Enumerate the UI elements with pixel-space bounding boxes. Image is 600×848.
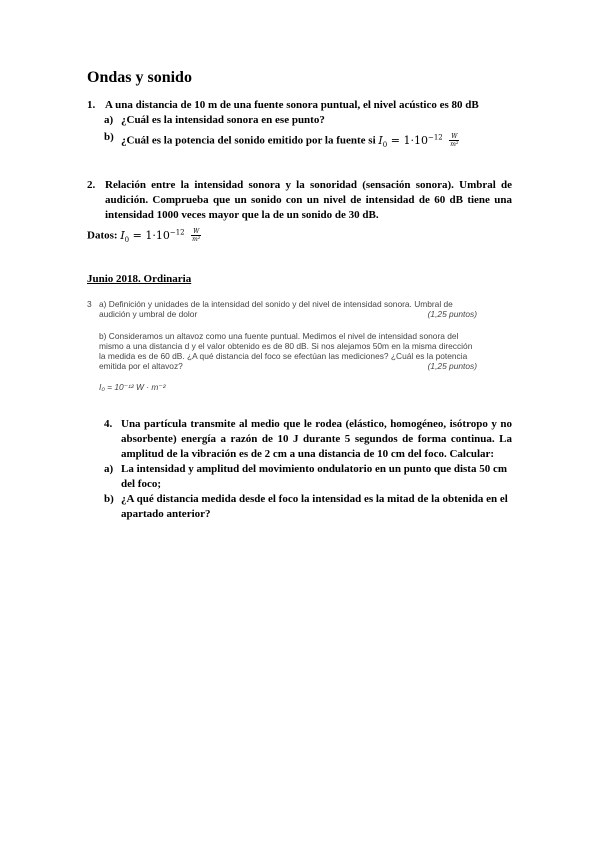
- section-heading: Junio 2018. Ordinaria: [87, 273, 192, 285]
- question-2: [87, 178, 512, 223]
- question-1a-label: a): [104, 114, 114, 126]
- question-2-line-1: Relación entre la intensidad sonora y la sonoridad (sensación sonora). Umbral de: [105, 179, 512, 191]
- datos-label: Datos:: [87, 229, 118, 242]
- question-3b-line-2: mismo a una distancia d y el valor obtenido es de 80 dB. Si nos alejamos 50m en la misma dirección: [99, 341, 473, 351]
- question-4a: [104, 462, 512, 492]
- page-title: Ondas y sonido: [87, 69, 192, 86]
- question-3a-line-2: audición y umbral de dolor: [99, 309, 198, 319]
- question-3b-line-3: la medida es de 60 dB. ¿A qué distancia del foco se efectúan las mediciones? ¿Cuál es la potencia: [99, 351, 468, 361]
- question-1-number: 1.: [87, 99, 96, 111]
- question-4: [104, 417, 512, 462]
- question-1a-text: ¿Cuál es la intensidad sonora en ese punto?: [121, 114, 325, 126]
- question-1b-unit: $\frac{W}{\text{m²}}$: [450, 133, 459, 149]
- question-4b-line-2: apartado anterior?: [121, 508, 211, 520]
- question-3b-line-4: emitida por el altavoz?: [99, 361, 183, 371]
- question-2-number: 2.: [87, 179, 96, 191]
- question-4b: [104, 492, 512, 522]
- question-4a-line-2: del foco;: [121, 478, 162, 490]
- question-2-line-2: audición. Comprueba que un sonido con un nivel de intensidad de 60 dB tiene una: [105, 194, 512, 206]
- question-3b-points: (1,25 puntos): [427, 361, 477, 371]
- question-3-scan: [87, 299, 495, 399]
- question-2-data: [87, 225, 201, 248]
- question-4-number: 4.: [104, 418, 113, 430]
- question-3-number: 3: [87, 299, 92, 309]
- question-4a-line-1: La intensidad y amplitud del movimiento ondulatorio en un punto que dista 50 cm: [121, 463, 507, 475]
- question-1-text: A una distancia de 10 m de una fuente sonora puntual, el nivel acústico es 80 dB: [105, 99, 479, 111]
- question-3-formula: I₀ = 10⁻¹² W · m⁻²: [99, 382, 166, 392]
- question-3a-points: (1,25 puntos): [427, 309, 477, 319]
- question-4-line-3: amplitud de la vibración es de 2 cm a una distancia de 10 cm del foco. Calcular:: [121, 448, 495, 460]
- question-2-formula: $I_0 = 1\cdot 10^{-12}$ $\frac{W}{\text{m²}}$: [120, 228, 201, 244]
- question-1b-formula: $I_0 = 1\cdot 10^{-12}$ $\frac{W}{\text{m²}}$: [378, 133, 459, 149]
- question-4-line-2: absorbente) energía a razón de 10 J durante 5 segundos de forma continua. La: [121, 433, 512, 445]
- question-3b-line-1: b) Consideramos un altavoz como una fuente puntual. Medimos el nivel de intensidad sonora del: [99, 331, 459, 341]
- question-4-line-1: Una partícula transmite al medio que le rodea (elástico, homogéneo, isótropo y no: [121, 418, 512, 430]
- question-2-line-3: intensidad 1000 veces mayor que la de un sonido de 30 dB.: [105, 209, 379, 221]
- question-3a-line-1: a) Definición y unidades de la intensidad del sonido y del nivel de intensidad sonora. Umbral de: [99, 299, 453, 309]
- question-4b-line-1: ¿A qué distancia medida desde el foco la intensidad es la mitad de la obtenida en el: [121, 493, 508, 505]
- question-4b-label: b): [104, 493, 114, 505]
- question-1b-text: ¿Cuál es la potencia del sonido emitido por la fuente si: [121, 134, 376, 147]
- question-1b-label: b): [104, 131, 114, 143]
- question-2-unit: $\frac{W}{\text{m²}}$: [192, 228, 201, 244]
- question-4a-label: a): [104, 463, 114, 475]
